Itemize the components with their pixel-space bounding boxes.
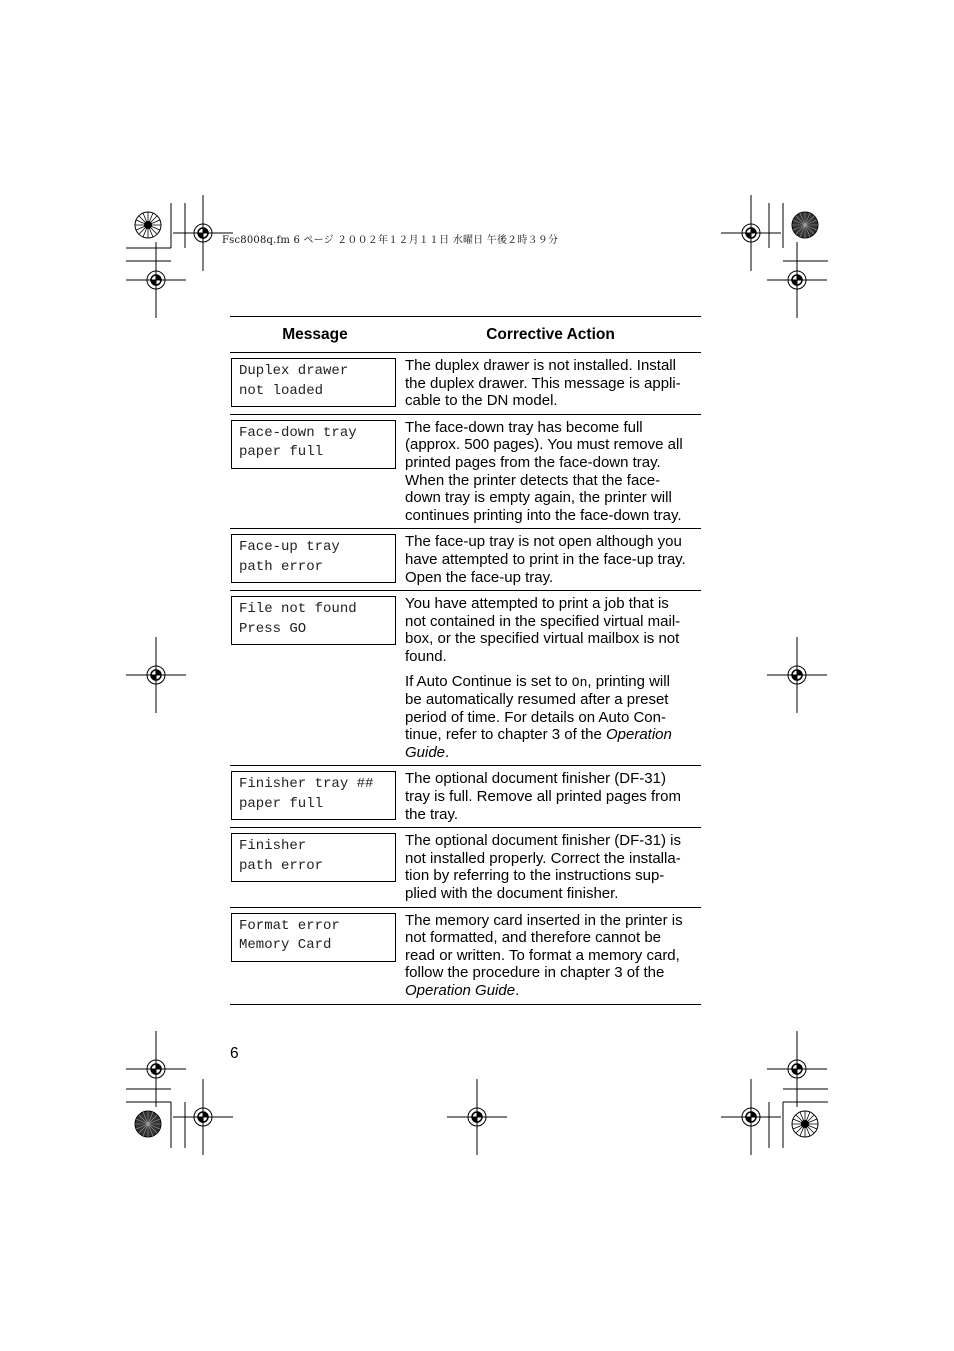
- table-row: [230, 591, 701, 766]
- table-row: [230, 828, 701, 907]
- table-header: [230, 316, 701, 353]
- corrective-action: The duplex drawer is not installed. Install the duplex drawer. This message is appli- cable to the DN model.: [405, 357, 681, 410]
- message-table: [230, 316, 701, 1005]
- table-row: [230, 529, 701, 591]
- corrective-action: The optional document finisher (DF-31) is not installed properly. Correct the installa- tion by referring to the instructions sup- plied with the document finisher.: [405, 832, 681, 903]
- lcd-message: Finisher path error: [231, 833, 396, 882]
- guide-title: Guide: [405, 743, 446, 761]
- table-row: [230, 353, 701, 415]
- table-row: [230, 415, 701, 530]
- lcd-message: Face-down tray paper full: [231, 420, 396, 469]
- setting-value-on: On: [571, 674, 588, 690]
- corrective-action: You have attempted to print a job that is not contained in the specified virtual mail- box, or the specified virtual mailbox is not found. If Auto Continue is set to On, printing will be automatically resumed after a preset period of time. For details on Auto Con- tinue, refer to chapter 3 of the Operation Guide.: [405, 595, 681, 761]
- column-header-corrective-action: Corrective Action: [486, 325, 615, 343]
- column-header-message: Message: [282, 325, 348, 343]
- lcd-message: Format error Memory Card: [231, 913, 396, 962]
- page-number: 6: [230, 1045, 239, 1062]
- guide-title: Operation Guide: [405, 982, 516, 999]
- lcd-message: Duplex drawer not loaded: [231, 358, 396, 407]
- corrective-action: The optional document finisher (DF-31) tray is full. Remove all printed pages from the tray.: [405, 770, 681, 823]
- table-row: [230, 766, 701, 828]
- corrective-action: The face-down tray has become full (approx. 500 pages). You must remove all printed pages from the face-down tray. When the printer detects that the face- down tray is empty again, the printer will continues printing into the face-down tray.: [405, 418, 683, 524]
- table-row: [230, 908, 701, 1005]
- file-info-stamp: Fsc8008q.fm 6 ページ ２００２年１２月１１日 水曜日 午後２時３９分: [222, 235, 559, 246]
- corrective-action: The memory card inserted in the printer is not formatted, and therefore cannot be read or written. To format a memory card, follow the procedure in chapter 3 of the Operation Guide.: [405, 911, 683, 999]
- corrective-action: The face-up tray is not open although you have attempted to print in the face-up tray. Open the face-up tray.: [405, 533, 686, 586]
- lcd-message: Face-up tray path error: [231, 534, 396, 583]
- guide-title: Operation: [605, 726, 672, 744]
- lcd-message: File not found Press GO: [231, 596, 396, 645]
- lcd-message: Finisher tray ## paper full: [231, 771, 396, 820]
